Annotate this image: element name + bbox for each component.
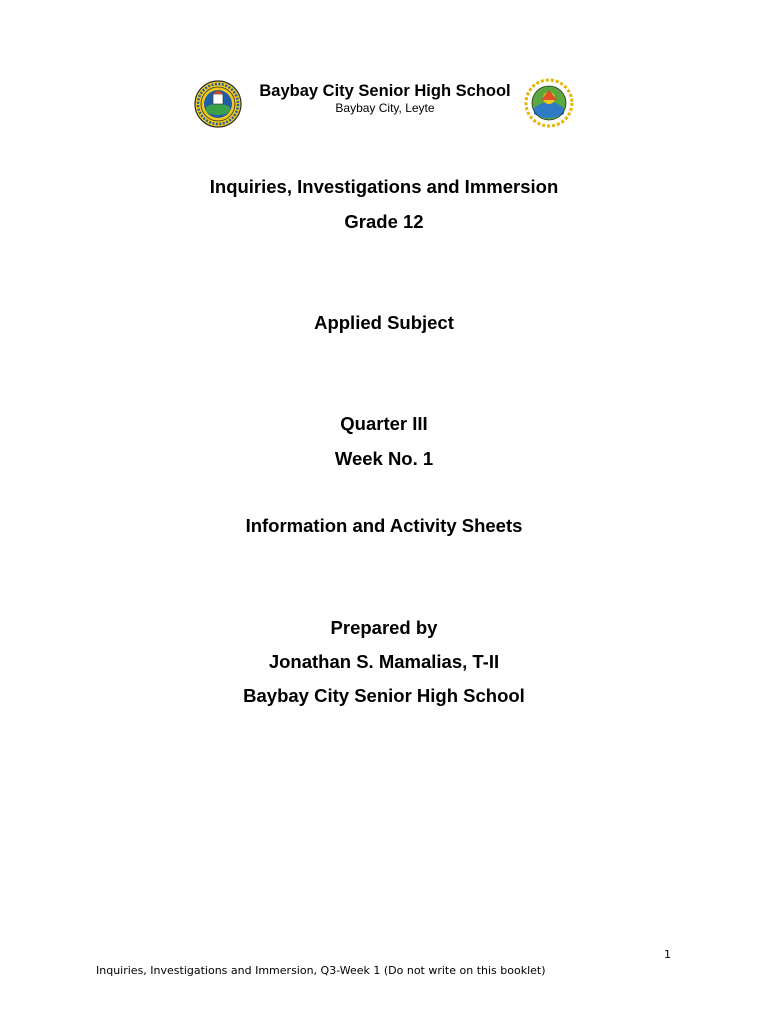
letterhead [0,74,768,124]
page-number: 1 [664,948,671,961]
school-seal-icon [194,80,242,128]
quarter: Quarter III [340,413,428,434]
author-school: Baybay City Senior High School [243,685,525,706]
week-number: Week No. 1 [334,448,434,469]
subject-title: Inquiries, Investigations and Immersion [209,176,559,197]
division-seal-icon [524,78,574,128]
sheet-type: Information and Activity Sheets [245,515,523,536]
author-name: Jonathan S. Mamalias, T-II [268,651,500,672]
subject-type: Applied Subject [314,312,454,333]
grade-level: Grade 12 [344,211,424,232]
footer-note: Inquiries, Investigations and Immersion, Q3-Week 1 (Do not write on this booklet) [96,964,546,977]
prepared-by-label: Prepared by [330,617,438,638]
school-address: Baybay City, Leyte [335,101,435,115]
school-name: Baybay City Senior High School [259,82,511,100]
